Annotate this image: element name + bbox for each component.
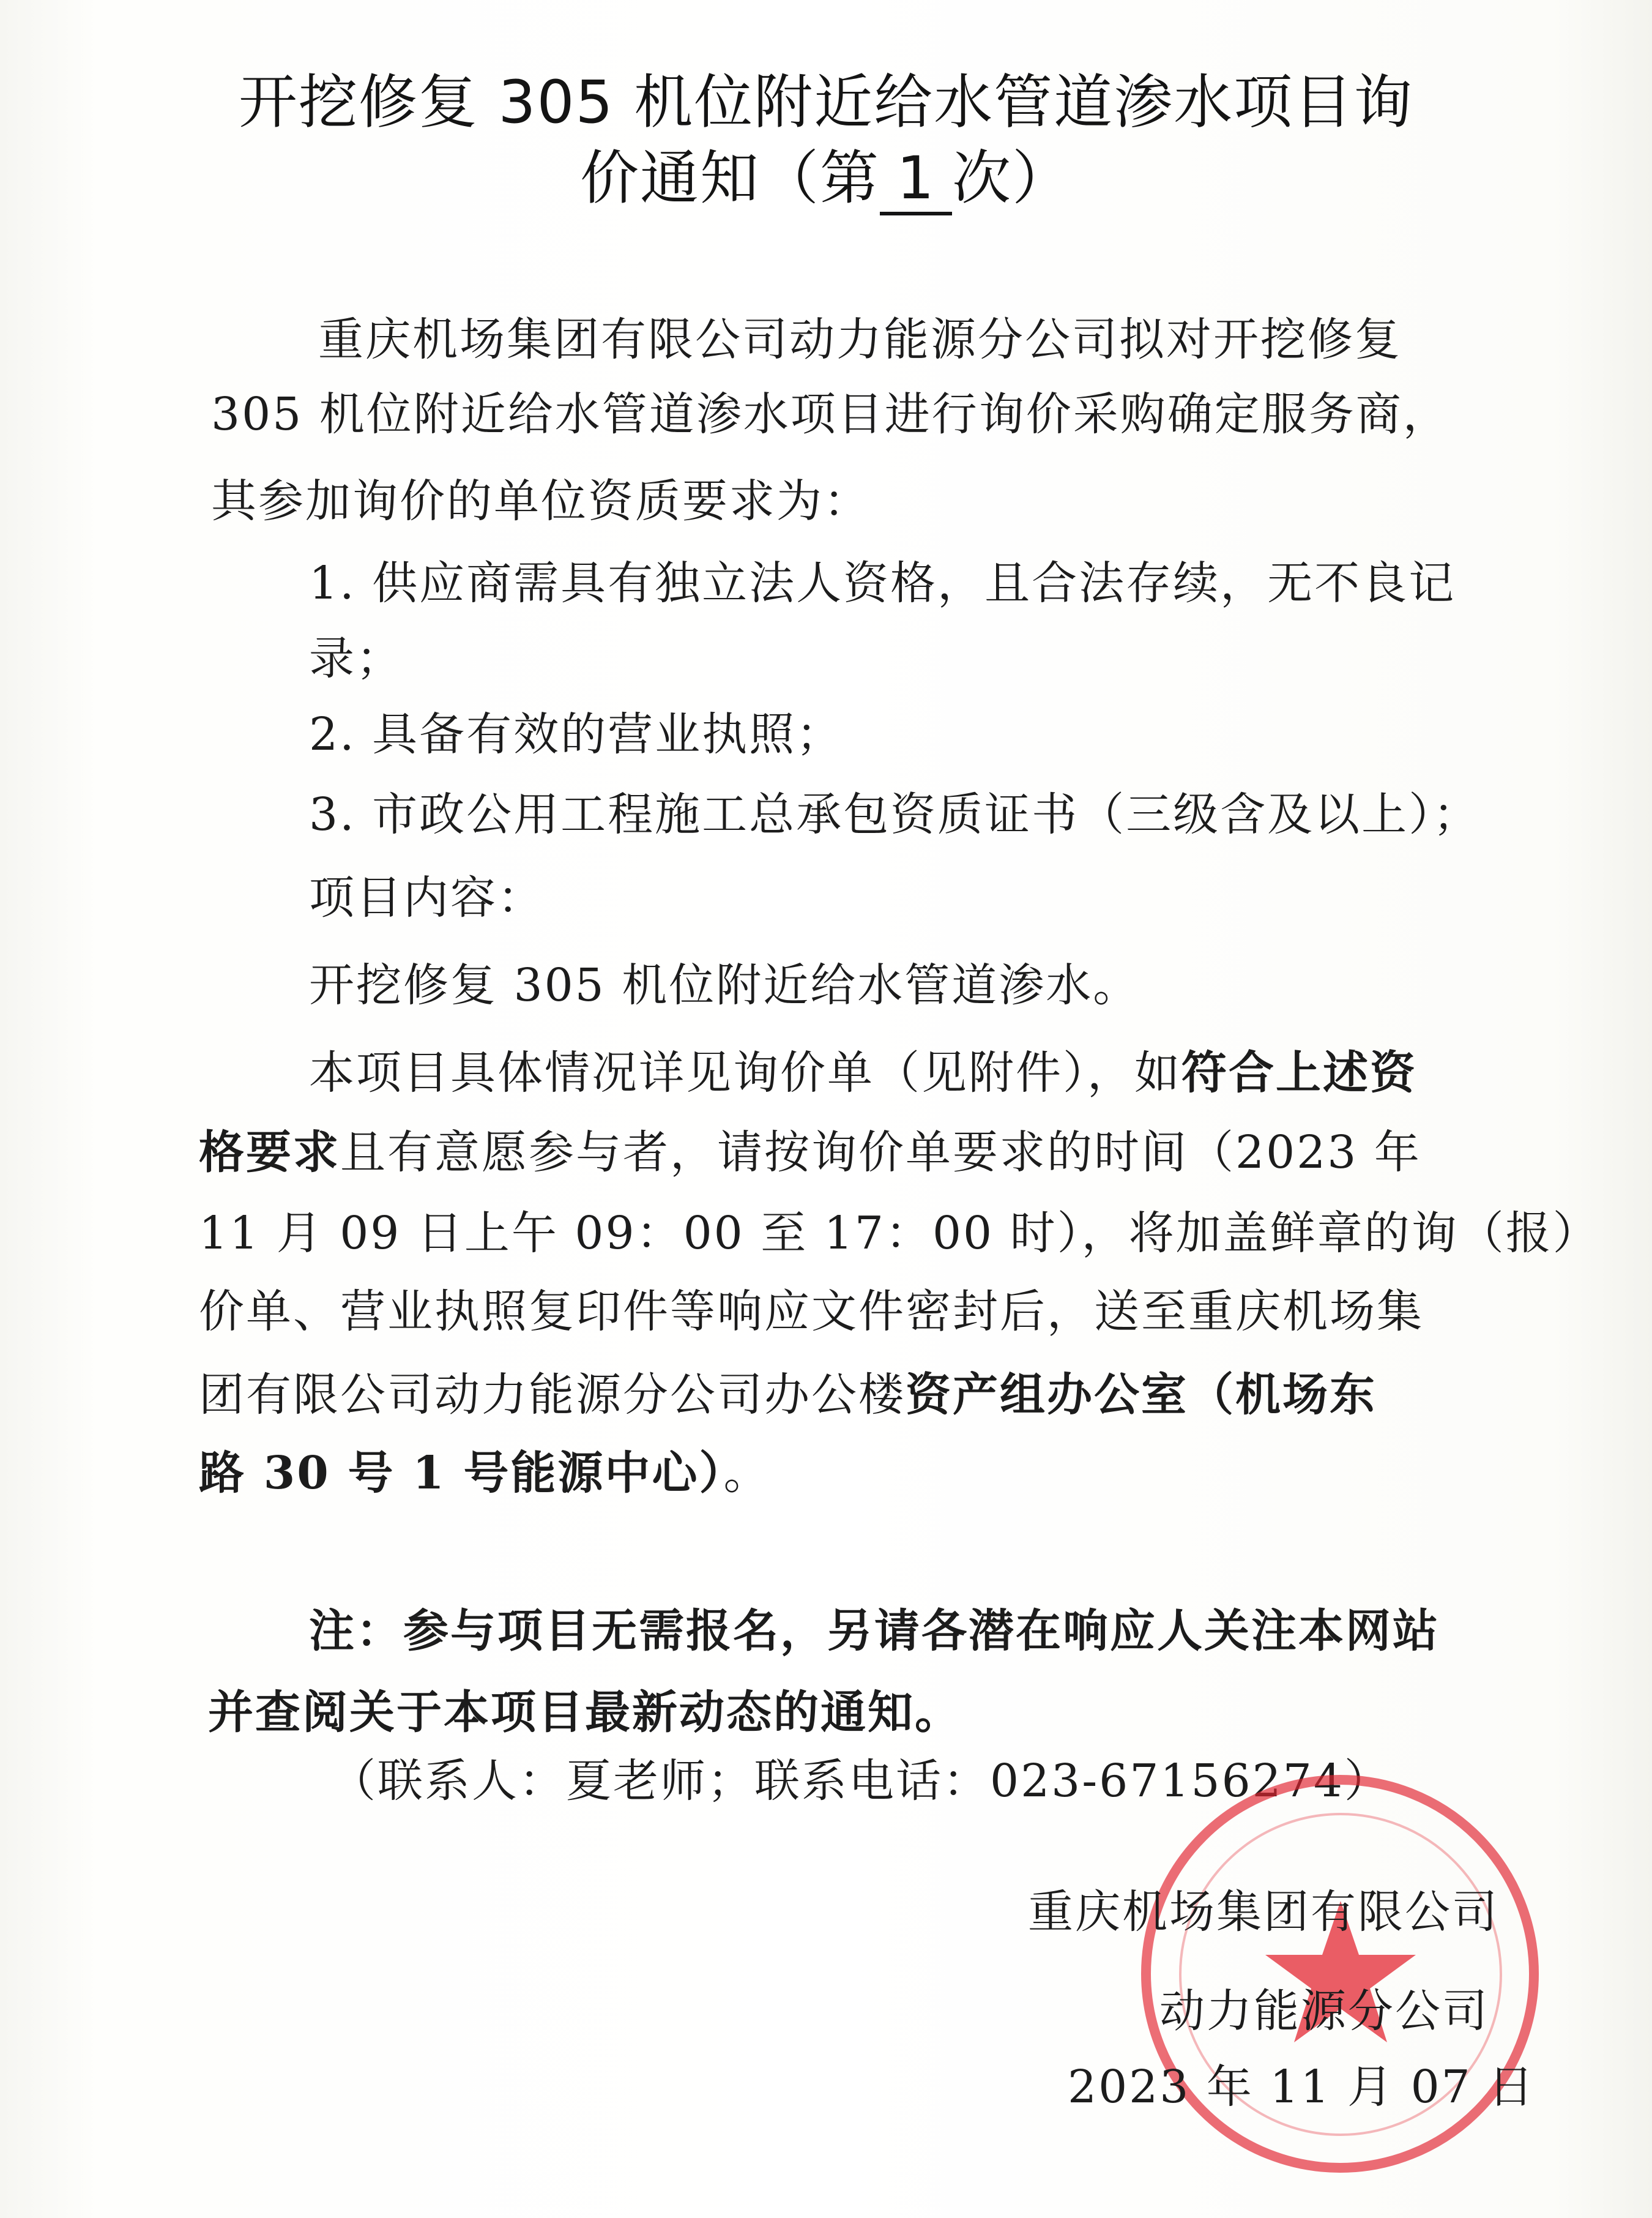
requirement-1-cont: 录；: [309, 632, 403, 685]
detail-line-6: [199, 1430, 771, 1516]
intro-line-2: 305 机位附近给水管道渗水项目进行询价采购确定服务商，: [211, 388, 1450, 441]
signature-branch: 动力能源分公司: [1159, 1985, 1489, 2037]
detail-line-5: [199, 1352, 1377, 1438]
contact-line: （联系人：夏老师；联系电话：023-67156274）: [330, 1755, 1391, 1807]
document-title-line2: [122, 132, 1530, 224]
detail-l6-normal: 。: [723, 1447, 771, 1499]
intro-line-1: 重庆机场集团有限公司动力能源分公司拟对开挖修复: [318, 313, 1402, 366]
document-title-line1: 开挖修复 305 机位附近给水管道渗水项目询: [238, 68, 1414, 136]
detail-l5-normal: 团有限公司动力能源分公司办公楼: [199, 1369, 906, 1421]
intro-line-3: 其参加询价的单位资质要求为：: [211, 475, 871, 528]
detail-l1-normal: 本项目具体情况详见询价单（见附件），如: [309, 1047, 1181, 1099]
content-text: 开挖修复 305 机位附近给水管道渗水。: [309, 959, 1140, 1012]
requirement-1: 1. 供应商需具有独立法人资格，且合法存续，无不良记: [309, 557, 1456, 610]
note-line-1: 注：参与项目无需报名，另请各潜在响应人关注本网站: [309, 1605, 1440, 1657]
signature-company: 重庆机场集团有限公司: [1028, 1886, 1499, 1938]
signature-date: 2023 年 11 月 07 日: [1068, 2061, 1536, 2113]
detail-l5-bold: 资产组办公室（机场东: [906, 1369, 1377, 1421]
content-heading: 项目内容：: [309, 872, 545, 924]
title-suffix: 次）: [952, 144, 1072, 212]
detail-l1-bold: 符合上述资: [1181, 1047, 1417, 1099]
note-line-2: 并查阅关于本项目最新动态的通知。: [208, 1686, 962, 1739]
requirement-2: 2. 具备有效的营业执照；: [309, 708, 844, 761]
detail-line-2: [199, 1110, 1421, 1195]
requirement-3: 3. 市政公用工程施工总承包资质证书（三级含及以上）；: [309, 788, 1481, 841]
title-round-number: 1: [880, 144, 952, 215]
detail-line-3: 11 月 09 日上午 09：00 至 17：00 时），将加盖鲜章的询（报）: [199, 1207, 1600, 1260]
detail-l6-bold: 路 30 号 1 号能源中心）: [199, 1447, 724, 1499]
detail-line-1: [309, 1030, 1417, 1116]
title-prefix: 价通知（第: [580, 144, 880, 212]
detail-l2-bold: 格要求: [199, 1126, 340, 1179]
detail-l2-normal: 且有意愿参与者，请按询价单要求的时间（2023 年: [340, 1126, 1421, 1179]
detail-line-4: 价单、营业执照复印件等响应文件密封后，送至重庆机场集: [199, 1285, 1424, 1338]
